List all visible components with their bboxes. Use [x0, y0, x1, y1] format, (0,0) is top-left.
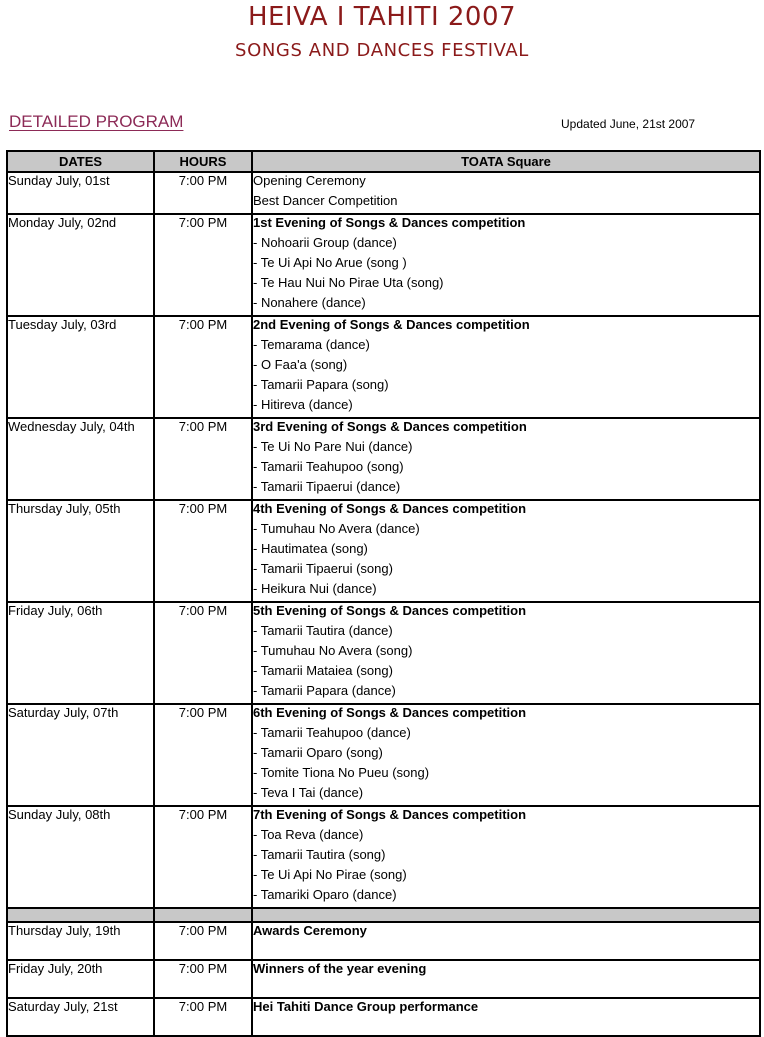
hour-cell: 7:00 PM [154, 704, 252, 806]
program-item: - Te Hau Nui No Pirae Uta (song) [253, 275, 444, 290]
program-item: - Toa Reva (dance) [253, 827, 364, 842]
program-heading: 3rd Evening of Songs & Dances competition [253, 419, 527, 434]
program-item: - Tamarii Oparo (song) [253, 745, 383, 760]
program-item: - Hautimatea (song) [253, 541, 368, 556]
table-row [7, 960, 760, 998]
table-body [7, 172, 760, 1036]
program-cell [252, 806, 760, 908]
updated-date: Updated June, 21st 2007 [561, 117, 696, 131]
cell-spacer [253, 1019, 759, 1035]
table-row [7, 998, 760, 1036]
section-heading: DETAILED PROGRAM [9, 112, 184, 131]
date-cell: Saturday July, 07th [7, 704, 154, 806]
program-item: - Te Ui Api No Pirae (song) [253, 867, 407, 882]
hour-cell: 7:00 PM [154, 214, 252, 316]
program-table [6, 150, 761, 1037]
program-heading: 5th Evening of Songs & Dances competition [253, 603, 527, 618]
program-heading: 2nd Evening of Songs & Dances competition [253, 317, 530, 332]
program-item: - Hitireva (dance) [253, 397, 353, 412]
program-item: Opening Ceremony [253, 173, 366, 188]
hour-cell: 7:00 PM [154, 418, 252, 500]
program-cell [252, 214, 760, 316]
date-cell: Friday July, 20th [7, 960, 154, 998]
program-item: - Tamarii Tipaerui (song) [253, 561, 393, 576]
table-row [7, 602, 760, 704]
table-row [7, 500, 760, 602]
program-cell [252, 960, 760, 998]
program-heading: 7th Evening of Songs & Dances competition [253, 807, 527, 822]
hour-cell: 7:00 PM [154, 998, 252, 1036]
hour-cell: 7:00 PM [154, 922, 252, 960]
date-cell: Monday July, 02nd [7, 214, 154, 316]
separator-cell [154, 908, 252, 922]
program-item: - Tamarii Tautira (dance) [253, 623, 393, 638]
program-item: - Te Ui Api No Arue (song ) [253, 255, 407, 270]
program-cell [252, 500, 760, 602]
table-row [7, 214, 760, 316]
program-item: - Tamarii Teahupoo (dance) [253, 725, 411, 740]
program-item: - O Faa'a (song) [253, 357, 348, 372]
program-cell [252, 704, 760, 806]
table-row [7, 172, 760, 214]
date-cell: Wednesday July, 04th [7, 418, 154, 500]
hour-cell: 7:00 PM [154, 602, 252, 704]
program-item: - Tumuhau No Avera (dance) [253, 521, 420, 536]
date-cell: Sunday July, 08th [7, 806, 154, 908]
table-row [7, 704, 760, 806]
program-item: - Nonahere (dance) [253, 295, 366, 310]
table-row [7, 806, 760, 908]
table-row [7, 316, 760, 418]
program-item: - Tamarii Tautira (song) [253, 847, 386, 862]
column-header-dates: DATES [7, 151, 154, 172]
program-item: - Tamarii Tipaerui (dance) [253, 479, 401, 494]
hour-cell: 7:00 PM [154, 500, 252, 602]
program-heading: 4th Evening of Songs & Dances competition [253, 501, 527, 516]
column-header-venue: TOATA Square [252, 151, 760, 172]
program-item: - Heikura Nui (dance) [253, 581, 377, 596]
program-item: - Temarama (dance) [253, 337, 370, 352]
program-cell [252, 998, 760, 1036]
program-cell [252, 418, 760, 500]
table-row [7, 922, 760, 960]
hour-cell: 7:00 PM [154, 806, 252, 908]
date-cell: Friday July, 06th [7, 602, 154, 704]
date-cell: Saturday July, 21st [7, 998, 154, 1036]
program-item: Best Dancer Competition [253, 193, 398, 208]
program-heading: 1st Evening of Songs & Dances competition [253, 215, 526, 230]
program-item: - Tomite Tiona No Pueu (song) [253, 765, 430, 780]
hour-cell: 7:00 PM [154, 316, 252, 418]
date-cell: Thursday July, 19th [7, 922, 154, 960]
program-heading: Winners of the year evening [253, 961, 427, 976]
program-item: - Tumuhau No Avera (song) [253, 643, 413, 658]
page-title: HEIVA I TAHITI 2007 [247, 2, 517, 32]
date-cell: Thursday July, 05th [7, 500, 154, 602]
program-cell [252, 172, 760, 214]
program-heading: 6th Evening of Songs & Dances competition [253, 705, 527, 720]
program-cell [252, 316, 760, 418]
program-item: - Tamarii Mataiea (song) [253, 663, 393, 678]
cell-spacer [253, 943, 759, 959]
separator-row [7, 908, 760, 922]
program-item: - Teva I Tai (dance) [253, 785, 364, 800]
page-subtitle: SONGS AND DANCES FESTIVAL [235, 40, 529, 61]
hour-cell: 7:00 PM [154, 172, 252, 214]
program-item: - Nohoarii Group (dance) [253, 235, 397, 250]
table-header-row [7, 151, 760, 172]
cell-spacer [253, 981, 759, 997]
program-item: - Tamariki Oparo (dance) [253, 887, 397, 902]
program-item: - Tamarii Papara (dance) [253, 683, 396, 698]
program-cell [252, 602, 760, 704]
separator-cell [252, 908, 760, 922]
program-item: - Tamarii Papara (song) [253, 377, 389, 392]
date-cell: Sunday July, 01st [7, 172, 154, 214]
program-cell [252, 922, 760, 960]
separator-cell [7, 908, 154, 922]
column-header-hours: HOURS [154, 151, 252, 172]
program-heading: Hei Tahiti Dance Group performance [253, 999, 479, 1014]
program-heading: Awards Ceremony [253, 923, 367, 938]
program-item: - Te Ui No Pare Nui (dance) [253, 439, 413, 454]
program-item: - Tamarii Teahupoo (song) [253, 459, 404, 474]
table-row [7, 418, 760, 500]
hour-cell: 7:00 PM [154, 960, 252, 998]
date-cell: Tuesday July, 03rd [7, 316, 154, 418]
